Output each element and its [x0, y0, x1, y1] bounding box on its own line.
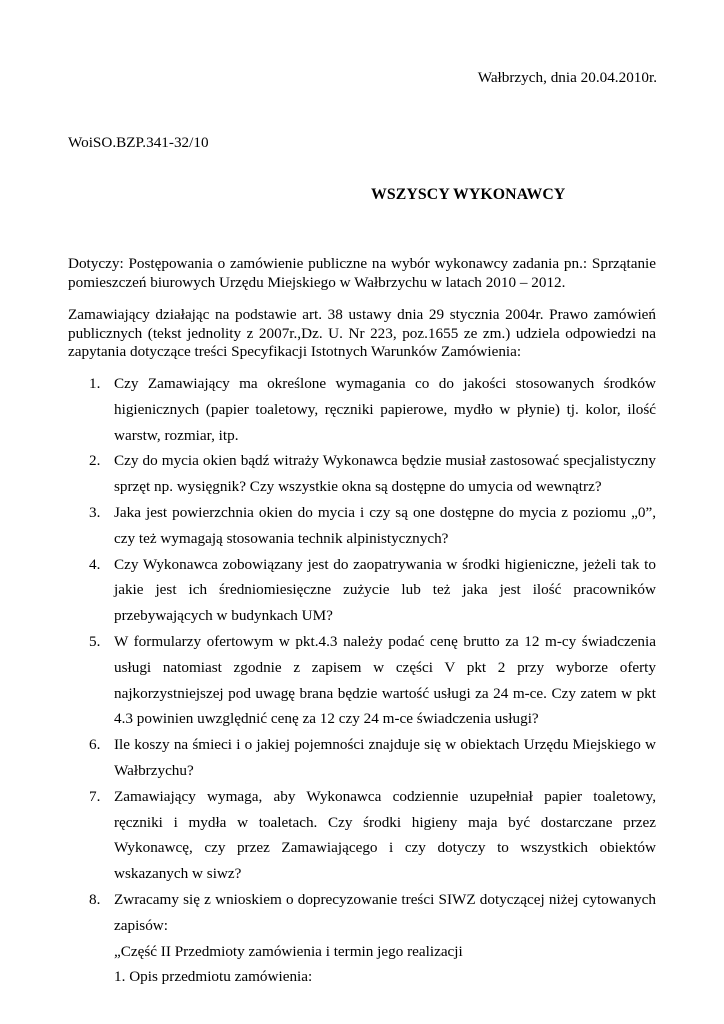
- question-number: 5.: [89, 632, 101, 650]
- question-number: 1.: [89, 375, 101, 392]
- question-item: [68, 629, 656, 732]
- addressee-heading: WSZYSCY WYKONAWCY: [371, 186, 566, 203]
- question-text: Zwracamy się z wnioskiem o doprecyzowanie treści SIWZ dotyczącej niżej cytowanych zapisów:: [114, 890, 656, 934]
- questions-list: [68, 371, 656, 990]
- question-item: [68, 732, 656, 784]
- quoted-line: „Część II Przedmioty zamówienia i termin jego realizacji: [114, 942, 463, 960]
- question-number: 8.: [89, 890, 101, 908]
- question-item: [68, 784, 656, 887]
- question-item: [68, 887, 656, 939]
- question-text: Jaka jest powierzchnia okien do mycia i czy są one dostępne do mycia z poziomu „0”, czy też wymagają stosowania technik alpinistycznych?: [114, 503, 656, 547]
- question-text: Zamawiający wymaga, aby Wykonawca codziennie uzupełniał papier toaletowy, ręczniki i mydła w toaletach. Czy środki higieny maja być dostarczane przez Wykonawcę, czy przez Zamawiającego i czy dotyczy to wszystkich obiektów wskazanych w siwz?: [114, 787, 656, 883]
- question-text: Czy do mycia okien bądź witraży Wykonawca będzie musiał zastosować specjalistyczny sprzęt np. wysięgnik? Czy wszystkie okna są dostępne do umycia od wewnątrz?: [114, 452, 656, 496]
- question-number: 3.: [89, 503, 101, 521]
- intro-paragraph: Zamawiający działając na podstawie art. 38 ustawy dnia 29 stycznia 2004r. Prawo zamówień publicznych (tekst jednolity z 2007r.,Dz. U. Nr 223, poz.1655 ze zm.) udziela odpowiedzi na zapytania dotyczące treści Specyfikacji Istotnych Warunków Zamówienia:: [68, 306, 656, 360]
- question-text: Czy Zamawiający ma określone wymagania co do jakości stosowanych środków higienicznych (papier toaletowy, ręczniki papierowe, mydło w płynie) tj. kolor, ilość warstw, rozmiar, itp.: [114, 375, 656, 444]
- question-number: 2.: [89, 452, 101, 470]
- question-text: W formularzy ofertowym w pkt.4.3 należy podać cenę brutto za 12 m-cy świadczenia usługi natomiast zgodnie z zapisem w części V pkt 2 przy wyborze oferty najkorzystniejszej pod uwagę brana będzie wartość usługi za 24 m-ce. Czy zatem w pkt 4.3 powinien uwzględnić cenę za 12 czy 24 m-ce świadczenia usługi?: [114, 632, 656, 728]
- subject-paragraph: Dotyczy: Postępowania o zamówienie publiczne na wybór wykonawcy zadania pn.: Sprzątanie pomieszczeń biurowych Urzędu Miejskiego w Wałbrzychu w latach 2010 – 2012.: [68, 255, 656, 291]
- date-line: Wałbrzych, dnia 20.04.2010r.: [477, 69, 657, 86]
- reference-number: WoiSO.BZP.341-32/10: [68, 134, 209, 151]
- question-number: 4.: [89, 555, 101, 573]
- question-item: [68, 552, 656, 629]
- question-text: Ile koszy na śmieci i o jakiej pojemności znajduje się w obiektach Urzędu Miejskiego w Wałbrzychu?: [114, 736, 656, 779]
- question-number: 7.: [89, 787, 101, 805]
- question-item: [68, 448, 656, 500]
- question-item: [68, 500, 656, 552]
- question-item: [68, 371, 656, 448]
- quoted-line: 1. Opis przedmiotu zamówienia:: [114, 968, 313, 986]
- question-number: 6.: [89, 736, 101, 754]
- question-text: Czy Wykonawca zobowiązany jest do zaopatrywania w środki higieniczne, jeżeli tak to jakie jest ich średniomiesięczne zużycie lub też jaka jest ilość pracowników przebywających w budynkach UM?: [114, 555, 656, 625]
